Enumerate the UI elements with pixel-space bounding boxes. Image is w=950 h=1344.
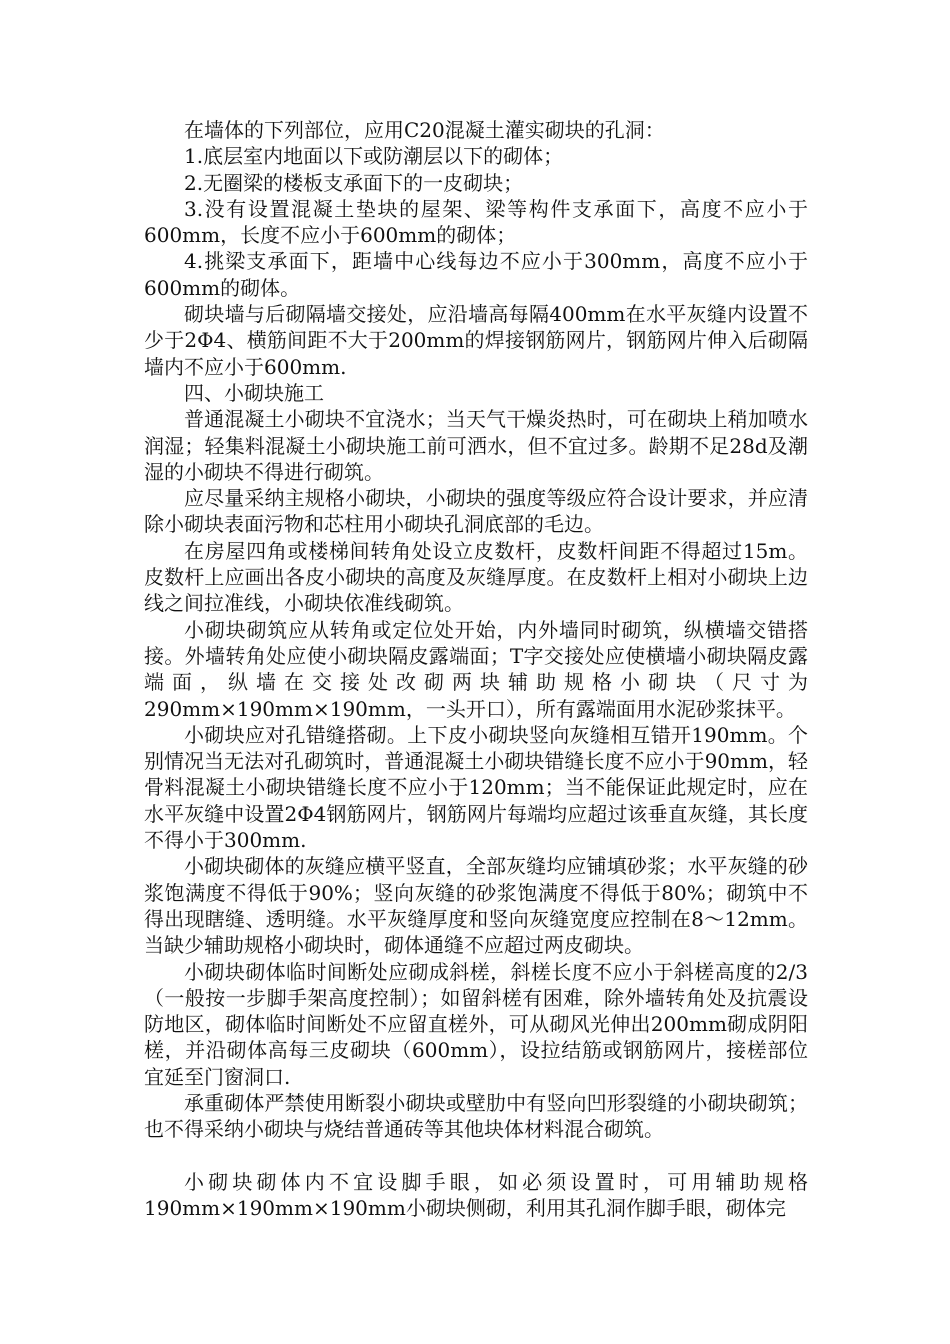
list-item-2: 2.无圈梁的楼板支承面下的一皮砌块； bbox=[184, 170, 524, 195]
paragraph-mortar-joints: 小砌块砌体的灰缝应横平竖直，全部灰缝均应铺填砂浆；水平灰缝的砂浆饱满度不得低于90%；竖向灰缝的砂浆饱满度不得低于80%；砌筑中不得出现瞎缝、透明缝。水平灰缝厚度和竖向灰缝宽度应控制在8～12mm。当缺少辅助规格小砌块时，砌体通缝不应超过两皮砌块。 bbox=[144, 854, 808, 958]
paragraph-main-spec: 应尽量采纳主规格小砌块，小砌块的强度等级应符合设计要求，并应清除小砌块表面污物和芯柱用小砌块孔洞底部的毛边。 bbox=[144, 486, 808, 537]
paragraph-watering: 普通混凝土小砌块不宜浇水；当天气干燥炎热时，可在砌块上稍加喷水润湿；轻集料混凝土小砌块施工前可洒水，但不宜过多。龄期不足28d及潮湿的小砌块不得进行砌筑。 bbox=[144, 407, 808, 484]
paragraph-scaffold-holes: 小砌块砌体内不宜设脚手眼，如必须设置时，可用辅助规格190mm×190mm×190mm小砌块侧砌，利用其孔洞作脚手眼，砌体完 bbox=[144, 1169, 808, 1220]
paragraph-intro: 在墙体的下列部位，应用C20混凝土灌实砌块的孔洞： bbox=[184, 118, 665, 142]
paragraph-spacer bbox=[144, 1143, 808, 1169]
list-item-1: 1.底层室内地面以下或防潮层以下的砌体； bbox=[184, 144, 564, 169]
document-body bbox=[144, 117, 808, 1221]
paragraph-temporary-break: 小砌块砌体临时间断处应砌成斜槎，斜槎长度不应小于斜槎高度的2/3（一般按一步脚手架高度控制）；如留斜槎有困难，除外墙转角处及抗震设防地区，砌体临时间断处不应留直槎外，可从砌风光伸出200mm砌成阴阳槎，并沿砌体高每三皮砌块（600mm），设拉结筋或钢筋网片，接槎部位宜延至门窗洞口. bbox=[144, 959, 808, 1089]
paragraph-partition-wall: 砌块墙与后砌隔墙交接处，应沿墙高每隔400mm在水平灰缝内设置不少于2Φ4、横筋间距不大于200mm的焊接钢筋网片，钢筋网片伸入后砌隔墙内不应小于600mm. bbox=[144, 302, 808, 379]
section-heading: 四、小砌块施工 bbox=[184, 380, 324, 405]
paragraph-story-pole: 在房屋四角或楼梯间转角处设立皮数杆，皮数杆间距不得超过15m。皮数杆上应画出各皮小砌块的高度及灰缝厚度。在皮数杆上相对小砌块上边线之间拉准线，小砌块依准线砌筑。 bbox=[144, 538, 808, 616]
list-item-3: 3.没有设置混凝土垫块的屋架、梁等构件支承面下，高度不应小于600mm，长度不应小于600mm的砌体； bbox=[144, 196, 808, 248]
paragraph-load-bearing: 承重砌体严禁使用断裂小砌块或壁肋中有竖向凹形裂缝的小砌块砌筑；也不得采纳小砌块与烧结普通砖等其他块体材料混合砌筑。 bbox=[144, 1090, 808, 1142]
paragraph-staggered-joints: 小砌块应对孔错缝搭砌。上下皮小砌块竖向灰缝相互错开190mm。个别情况当无法对孔砌筑时，普通混凝土小砌块错缝长度不应小于90mm，轻骨料混凝土小砌块错缝长度不应小于120mm；当不能保证此规定时，应在水平灰缝中设置2Φ4钢筋网片，钢筋网片每端均应超过该垂直灰缝，其长度不得小于300mm. bbox=[144, 722, 808, 853]
list-item-4: 4.挑梁支承面下，距墙中心线每边不应小于300mm，高度不应小于600mm的砌体。 bbox=[144, 249, 808, 300]
paragraph-corner-laying: 小砌块砌筑应从转角或定位处开始，内外墙同时砌筑，纵横墙交错搭接。外墙转角处应使小砌块隔皮露端面；T字交接处应使横墙小砌块隔皮露端面，纵墙在交接处改砌两块辅助规格小砌块（尺寸为290mm×190mm×190mm，一头开口），所有露端面用水泥砂浆抹平。 bbox=[144, 617, 808, 721]
